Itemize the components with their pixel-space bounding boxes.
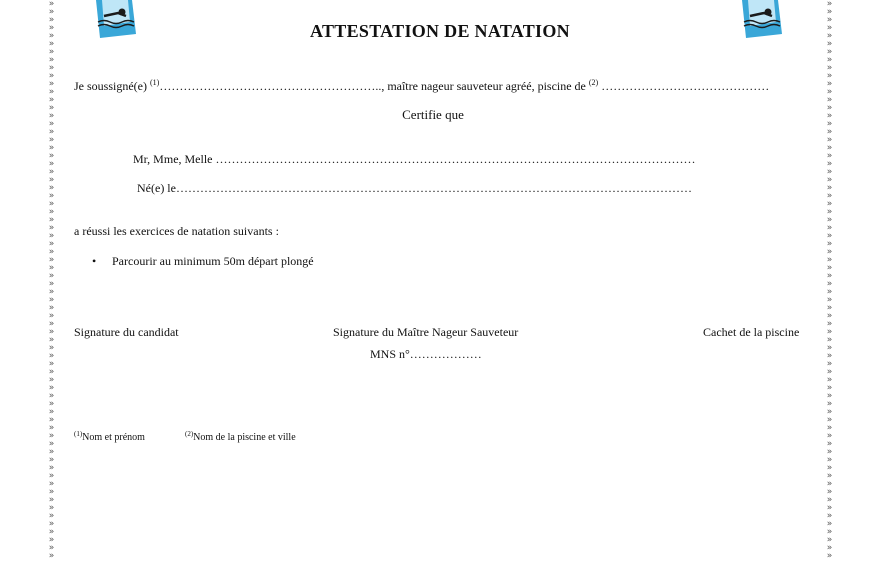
page-border-right: » » » » » » » » » » » » » » » » » » » » » » » » » » » » » » » » » » » » » » » » » » » » » » » » » » » » » » » » » » » » » » » » » » » » » » [826, 0, 832, 561]
pool-name-field: …………………………………… [598, 79, 770, 93]
bullet-icon: • [92, 254, 97, 268]
page-title: ATTESTATION DE NATATION [310, 21, 570, 41]
footnote-text: Nom de la piscine et ville [193, 432, 296, 443]
candidate-name-line: Mr, Mme, Melle ………………………………………………………………………………………………………… [133, 152, 696, 166]
lifeguard-signature-label: Signature du Maître Nageur Sauveteur [333, 325, 519, 339]
exercise-item: Parcourir au minimum 50m départ plongé [112, 254, 314, 268]
footnote-ref: (2) [588, 78, 599, 87]
certifier-name-field: ……………………………………………….. [159, 79, 382, 93]
birth-date-line: Né(e) le………………………………………………………………………………………………………………… [137, 181, 692, 195]
page-border-left: » » » » » » » » » » » » » » » » » » » » » » » » » » » » » » » » » » » » » » » » » » » » » » » » » » » » » » » » » » » » » » » » » » » » » » [48, 0, 54, 561]
certifier-label: Je soussigné(e) [74, 79, 150, 93]
certifier-role-label: , maître nageur sauveteur agréé, piscine de [381, 79, 589, 93]
footnote-1 [74, 430, 145, 443]
certifier-line [74, 78, 769, 94]
pool-stamp-label: Cachet de la piscine [703, 325, 800, 339]
footnote-ref: (2) [185, 430, 194, 438]
certifie-heading: Certifie que [402, 107, 464, 122]
candidate-signature-label: Signature du candidat [74, 325, 179, 339]
footnote-ref: (1) [149, 78, 160, 87]
mns-number-line: MNS n°……………… [370, 347, 482, 361]
footnote-ref: (1) [74, 430, 83, 438]
exercises-intro: a réussi les exercices de natation suivants : [74, 224, 279, 238]
footnote-text: Nom et prénom [82, 432, 145, 443]
footnote-2 [185, 430, 296, 443]
